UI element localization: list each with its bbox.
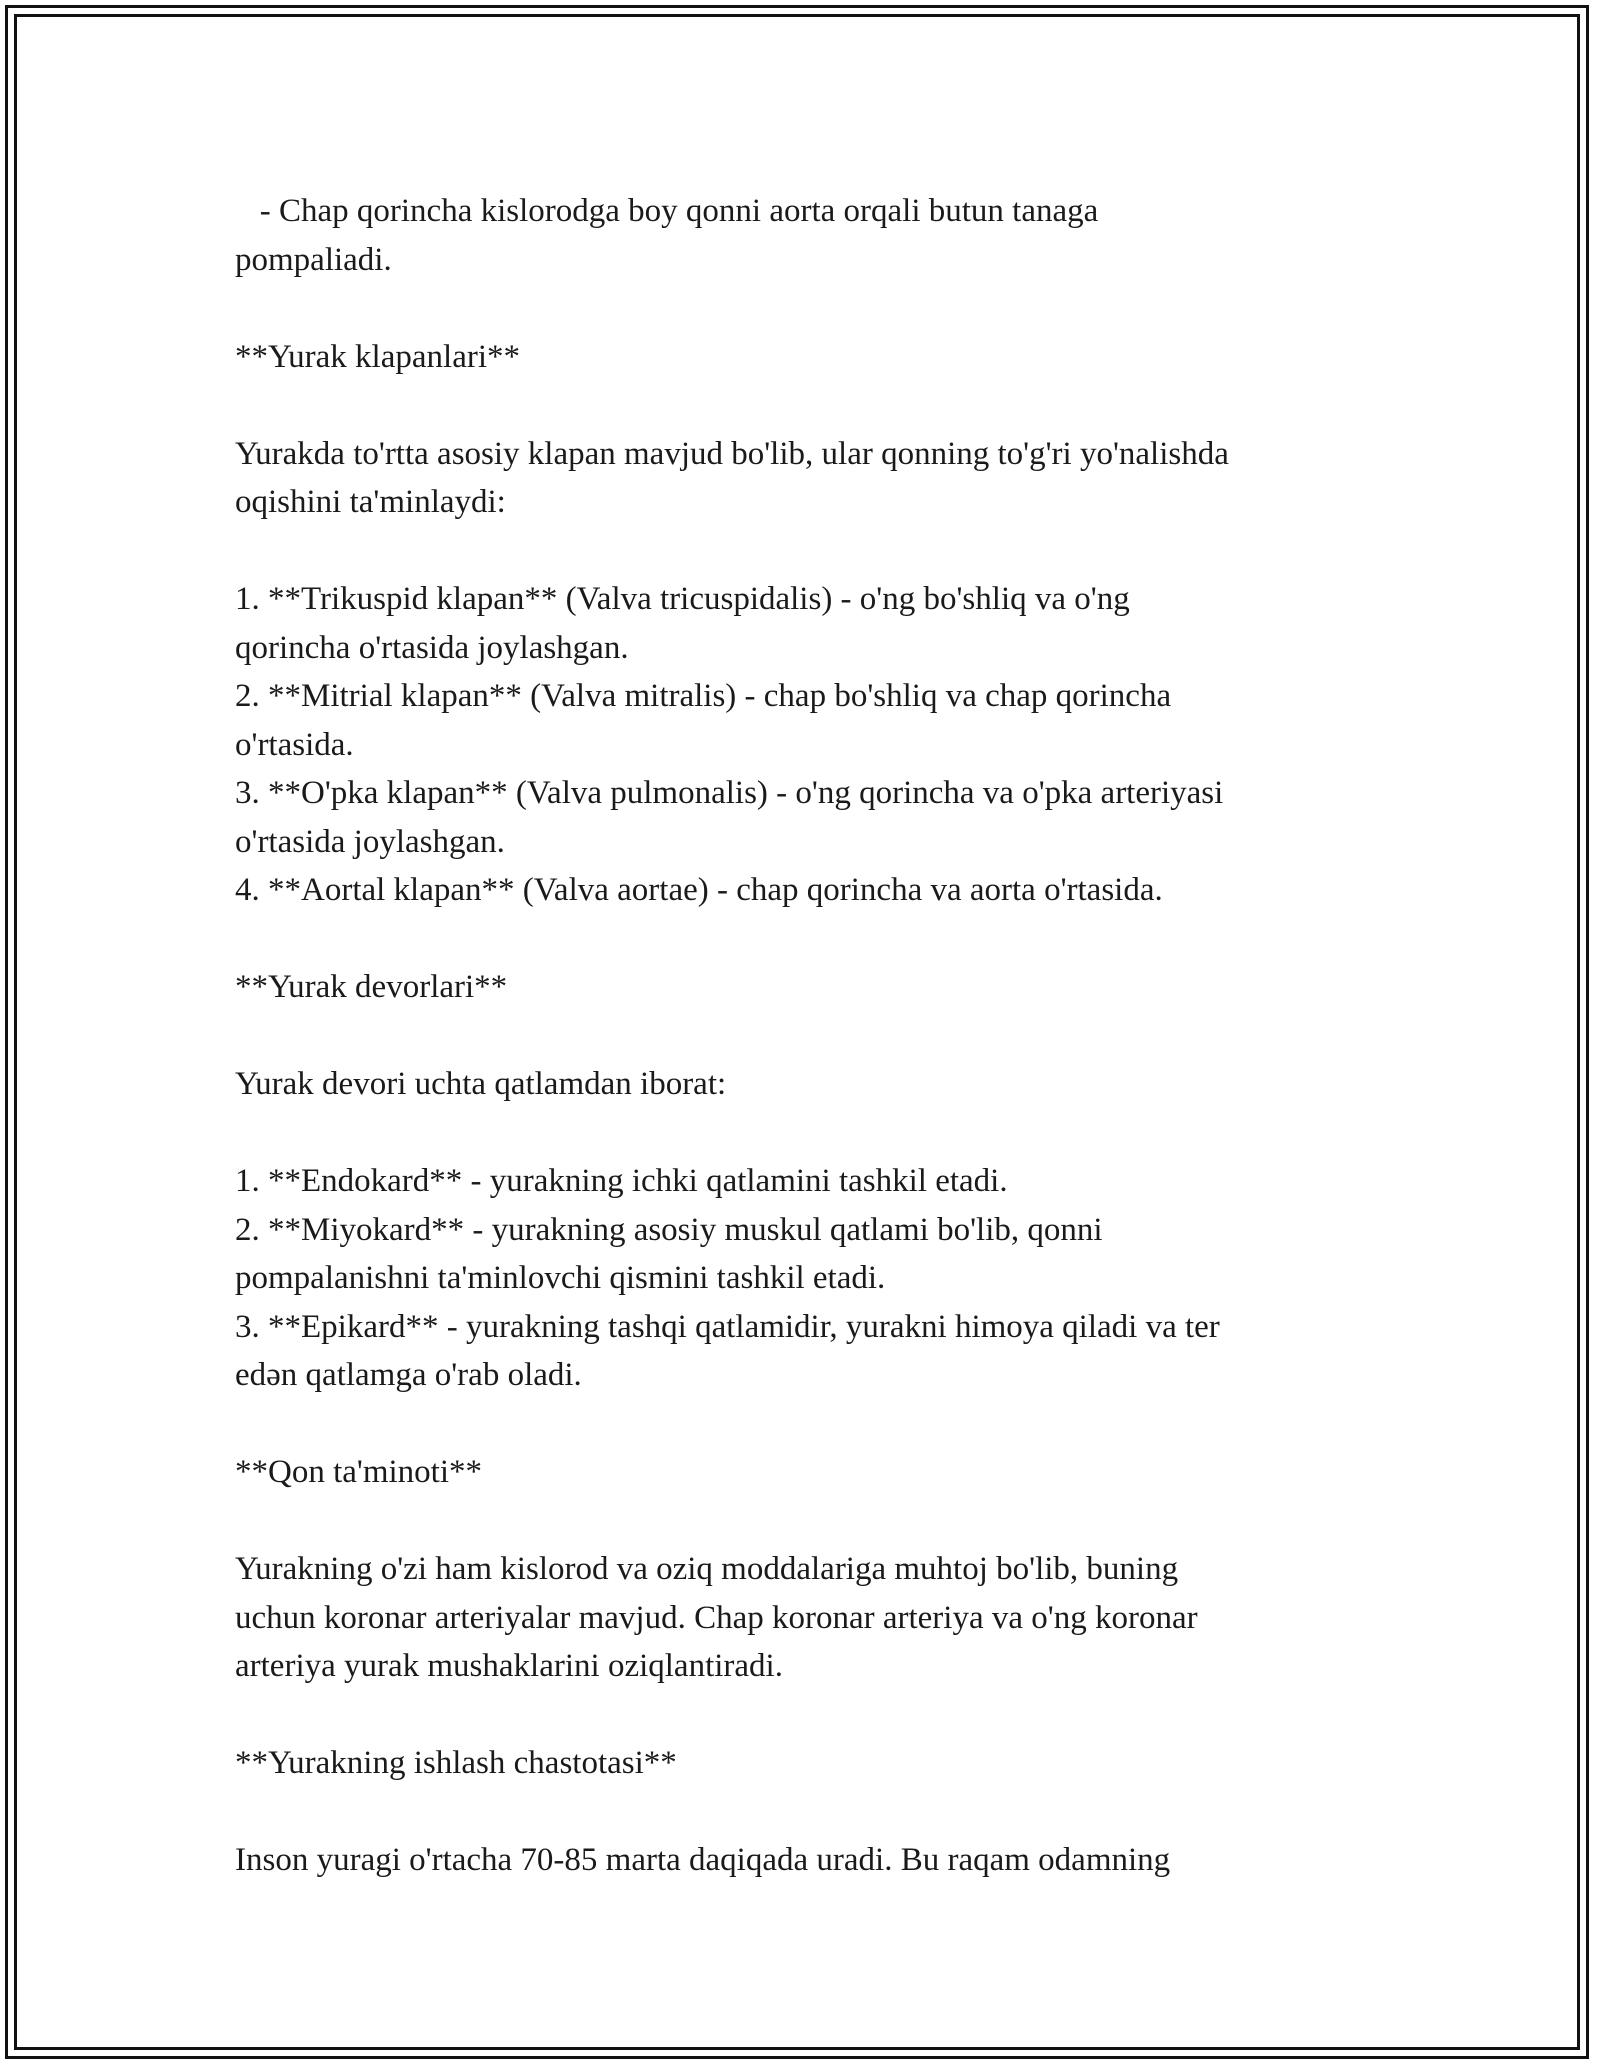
text-line: Yurakda to'rtta asosiy klapan mavjud bo'lib, ular qonning to'g'ri yo'nalishda xyxy=(235,435,1229,472)
list-item-line: pompalanishni ta'minlovchi qismini tashkil etadi. xyxy=(235,1260,886,1296)
text-line: arteriya yurak mushaklarini oziqlantiradi. xyxy=(235,1648,783,1684)
list-item-line: 1. **Trikuspid klapan** (Valva tricuspidalis) - o'ng bo'shliq va o'ng xyxy=(235,581,1130,617)
list-item-line: 2. **Miyokard** - yurakning asosiy muskul qatlami bo'lib, qonni xyxy=(235,1211,1103,1248)
text-line: Yurakning o'zi ham kislorod va oziq moddalariga muhtoj bo'lib, buning xyxy=(235,1551,1179,1587)
blank-line xyxy=(235,1691,1375,1740)
list-item-line: o'rtasida joylashgan. xyxy=(235,823,505,860)
blank-line xyxy=(235,1109,1375,1158)
list-item-line: qorincha o'rtasida joylashgan. xyxy=(235,629,629,666)
text-line: Inson yuragi o'rtacha 70-85 marta daqiqada uradi. Bu raqam odamning xyxy=(235,1842,1171,1878)
section-heading-walls: **Yurak devorlari** xyxy=(235,969,508,1005)
list-item-line: 4. **Aortal klapan** (Valva aortae) - chap qorincha va aorta o'rtasida. xyxy=(235,872,1163,908)
text-line: uchun koronar arteriyalar mavjud. Chap koronar arteriya va o'ng koronar xyxy=(235,1599,1198,1636)
blank-line xyxy=(235,1012,1375,1061)
blank-line xyxy=(235,915,1375,964)
document-body xyxy=(235,187,1375,1885)
list-item-line: o'rtasida. xyxy=(235,726,354,763)
list-item-line: 3. **Epikard** - yurakning tashqi qatlamidir, yurakni himoya qiladi va ter xyxy=(235,1308,1220,1345)
section-heading-valves: **Yurak klapanlari** xyxy=(235,338,520,375)
blank-line xyxy=(235,381,1375,430)
list-item-line: 3. **O'pka klapan** (Valva pulmonalis) - o'ng qorincha va o'pka arteriyasi xyxy=(235,775,1224,811)
list-item-line: edən qatlamga o'rab oladi. xyxy=(235,1357,582,1393)
blank-line xyxy=(235,1497,1375,1546)
blank-line xyxy=(235,284,1375,333)
text-line: - Chap qorincha kislorodga boy qonni aorta orqali butun tanaga xyxy=(235,193,1099,229)
blank-line xyxy=(235,1400,1375,1449)
list-item-line: 1. **Endokard** - yurakning ichki qatlamini tashkil etadi. xyxy=(235,1163,1008,1199)
text-line: oqishini ta'minlaydi: xyxy=(235,484,506,520)
section-heading-heart-rate: **Yurakning ishlash chastotasi** xyxy=(235,1745,677,1781)
blank-line xyxy=(235,527,1375,576)
text-line: Yurak devori uchta qatlamdan iborat: xyxy=(235,1066,727,1102)
list-item-line: 2. **Mitrial klapan** (Valva mitralis) - chap bo'shliq va chap qorincha xyxy=(235,678,1172,714)
blank-line xyxy=(235,1788,1375,1837)
section-heading-blood-supply: **Qon ta'minoti** xyxy=(235,1454,483,1490)
text-line: pompaliadi. xyxy=(235,241,392,278)
